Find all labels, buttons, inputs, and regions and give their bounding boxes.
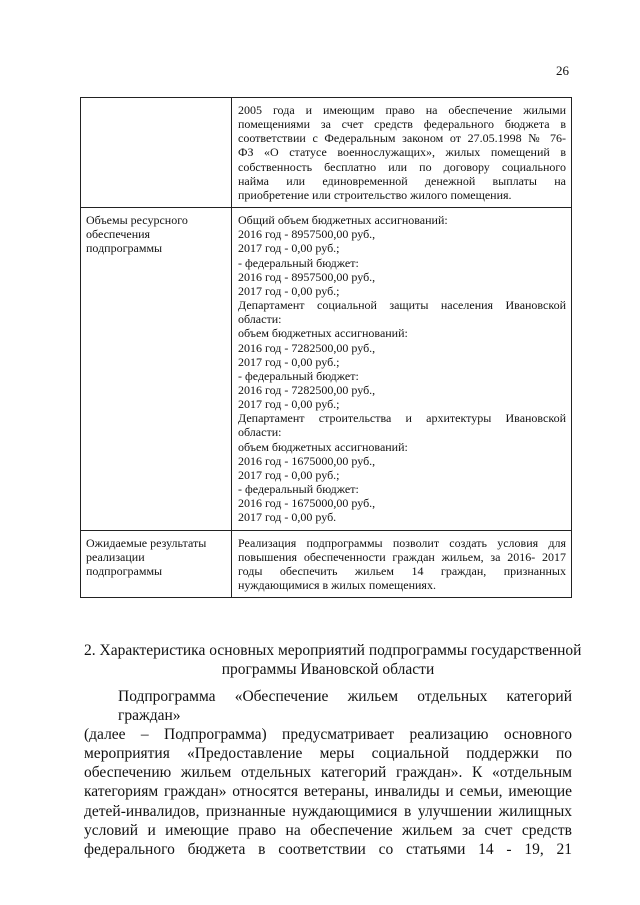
row-content-line: 2016 год - 7282500,00 руб.,: [238, 340, 376, 355]
row-content-line: собственность бесплатно или по договору социального: [238, 159, 566, 174]
row-content-line: 2017 год - 0,00 руб.;: [238, 354, 340, 369]
row-content-line: нуждающимися в жилых помещениях.: [238, 578, 436, 592]
row-content-line: 2016 год - 8957500,00 руб.,: [238, 227, 376, 242]
section-paragraph: [84, 687, 572, 859]
table-row: [81, 530, 572, 598]
page-number: 26: [556, 63, 569, 78]
row-label-line: обеспечения: [86, 227, 151, 242]
row-content-line: 2017 год - 0,00 руб.;: [238, 397, 340, 412]
row-label-cell: [81, 208, 232, 530]
row-content-cell: [232, 208, 572, 530]
passport-table: [80, 97, 572, 598]
row-label-line: Ожидаемые результаты: [86, 535, 207, 550]
row-content-line: - федеральный бюджет:: [238, 255, 359, 270]
row-content-line: ФЗ «О статусе военнослужащих», жилых помещений в: [238, 145, 566, 160]
paragraph-line: мероприятия «Предоставление меры социальной поддержки по: [84, 745, 572, 763]
table-row: [81, 98, 572, 208]
table-row: [81, 208, 572, 530]
row-content-cell: [232, 530, 572, 598]
heading-line: программы Ивановской области: [221, 661, 435, 678]
row-content-line: - федеральный бюджет:: [238, 482, 359, 497]
row-content-line: 2017 год - 0,00 руб.: [238, 510, 337, 525]
row-content-line: области:: [238, 312, 282, 327]
row-content-line: объем бюджетных ассигнований:: [238, 326, 408, 341]
row-content-line: 2016 год - 7282500,00 руб.,: [238, 382, 376, 397]
row-label-line: подпрограммы: [86, 563, 163, 578]
row-label-line: Объемы ресурсного: [86, 213, 188, 228]
row-content-cell: [232, 98, 572, 208]
row-content-line: 2016 год - 1675000,00 руб.,: [238, 453, 376, 468]
paragraph-line: детей-инвалидов, признанные нуждающимися в улучшении жилищных: [84, 802, 572, 820]
paragraph-line: федерального бюджета в соответствии со статьями 14 - 19, 21: [84, 840, 572, 858]
row-content-line: - федеральный бюджет:: [238, 368, 359, 383]
heading-line: 2. Характеристика основных мероприятий подпрограммы государственной: [84, 642, 582, 659]
row-content-line: найма или единовременной денежной выплаты на: [238, 173, 566, 188]
section-heading: [84, 641, 582, 679]
row-content-line: повышения обеспеченности граждан жильем, за 2016- 2017: [238, 549, 566, 564]
row-content-line: 2017 год - 0,00 руб.;: [238, 241, 340, 256]
paragraph-line: категориям граждан» относятся ветераны, инвалиды и семьи, имеющие: [84, 783, 572, 801]
row-content-line: годы обеспечить жильем 14 граждан, признанных: [238, 563, 566, 578]
row-content-line: 2016 год - 1675000,00 руб.,: [238, 496, 376, 511]
paragraph-line: (далее – Подпрограмма) предусматривает реализацию основного: [84, 726, 572, 744]
row-content-line: 2016 год - 8957500,00 руб.,: [238, 269, 376, 284]
row-content-line: 2005 года и имеющим право на обеспечение жилыми: [238, 103, 566, 117]
row-content-line: соответствии с Федеральным законом от 27.05.1998 № 76-: [238, 131, 566, 146]
paragraph-line: условий и имеющие право на обеспечение жильем за счет средств: [84, 821, 572, 839]
row-content-line: Общий объем бюджетных ассигнований:: [238, 213, 448, 228]
row-content-line: области:: [238, 425, 282, 440]
row-content-line: помещениями за счет средств федерального бюджета в: [238, 117, 566, 132]
row-label-cell: [81, 530, 232, 598]
row-content-line: Департамент социальной защиты населения Ивановской: [238, 298, 566, 313]
row-label-cell: [81, 98, 232, 208]
row-label-line: подпрограммы: [86, 241, 163, 256]
row-content-line: объем бюджетных ассигнований:: [238, 439, 408, 454]
row-content-line: приобретение или строительство жилого помещения.: [238, 187, 512, 202]
row-content-line: Департамент строительства и архитектуры Ивановской: [238, 411, 566, 426]
row-content-line: 2017 год - 0,00 руб.;: [238, 283, 340, 298]
paragraph-line: Подпрограмма «Обеспечение жильем отдельных категорий граждан»: [118, 688, 572, 725]
row-label-line: реализации: [86, 549, 145, 564]
row-content-line: 2017 год - 0,00 руб.;: [238, 467, 340, 482]
row-content-line: Реализация подпрограммы позволит создать условия для: [238, 535, 566, 550]
paragraph-line: обеспечению жильем отдельных категорий граждан». К «отдельным: [84, 764, 572, 782]
